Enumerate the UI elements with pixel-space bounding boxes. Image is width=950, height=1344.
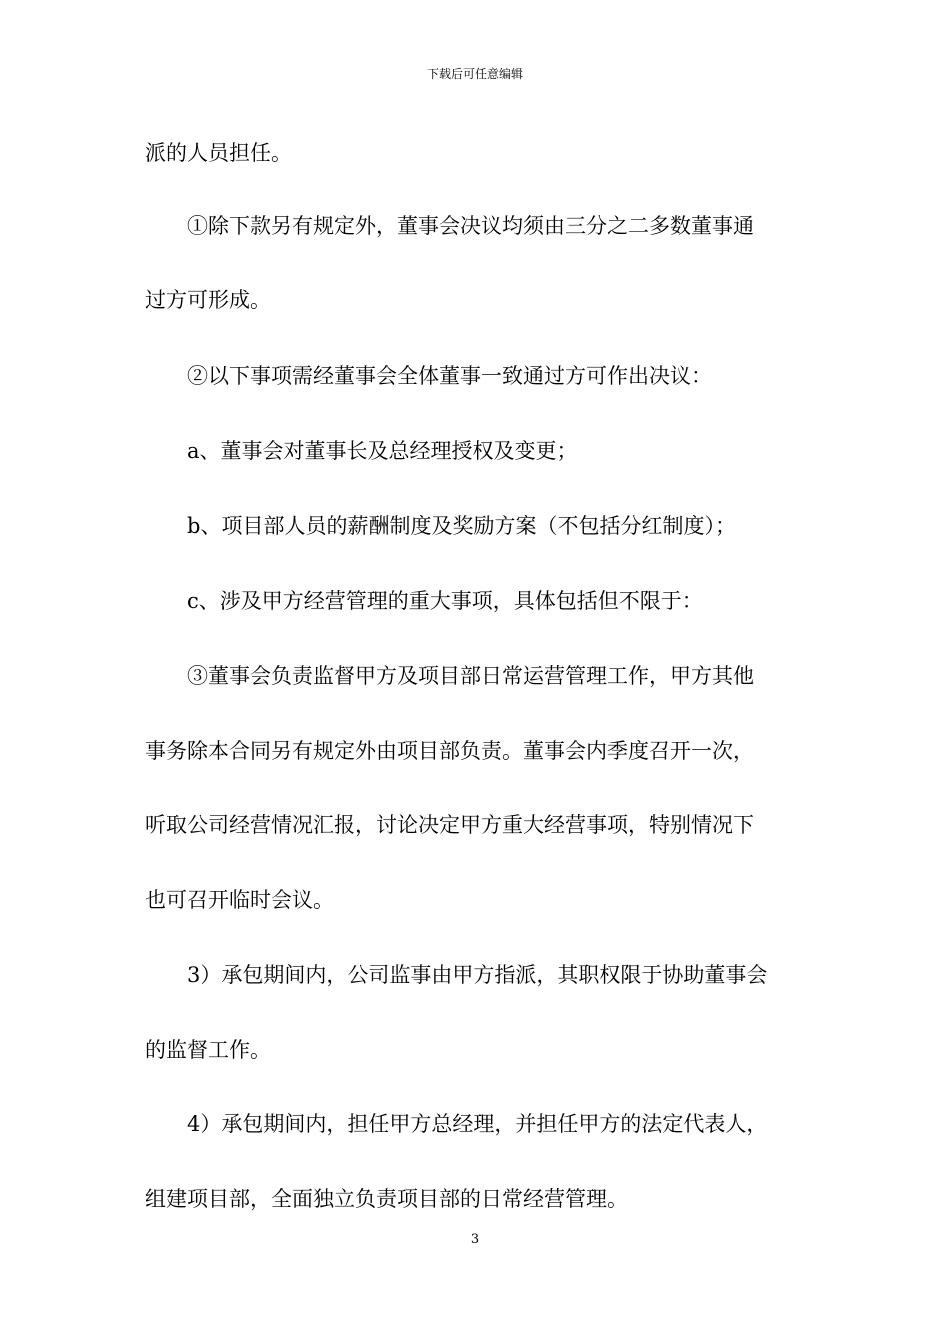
text-line: 也可召开临时会议。 [145,888,334,912]
text-line: 3）承包期间内，公司监事由甲方指派，其职权限于协助董事会 [187,963,768,987]
text-line: ①除下款另有规定外，董事会决议均须由三分之二多数董事通 [187,214,754,238]
text-line: ②以下事项需经董事会全体董事一致通过方可作出决议： [187,364,712,388]
text-line: c、涉及甲方经营管理的重大事项，具体包括但不限于： [187,589,703,613]
text-line: 事务除本合同另有规定外由项目部负责。董事会内季度召开一次， [145,739,754,763]
text-line: b、项目部人员的薪酬制度及奖励方案（不包括分红制度）； [187,514,736,538]
page-header: 下载后可任意编辑 [426,67,523,81]
text-line: 的监督工作。 [145,1038,271,1062]
text-line: 组建项目部，全面独立负责项目部的日常经营管理。 [145,1187,628,1211]
text-line: ③董事会负责监督甲方及项目部日常运营管理工作，甲方其他 [187,664,754,688]
text-line: 4）承包期间内，担任甲方总经理，并担任甲方的法定代表人， [187,1112,768,1136]
text-line: 过方可形成。 [145,288,271,312]
text-line: 听取公司经营情况汇报，讨论决定甲方重大经营事项，特别情况下 [145,813,754,837]
page-number: 3 [470,1232,480,1247]
text-line: a、董事会对董事长及总经理授权及变更； [187,439,578,463]
text-line: 派的人员担任。 [145,141,292,165]
